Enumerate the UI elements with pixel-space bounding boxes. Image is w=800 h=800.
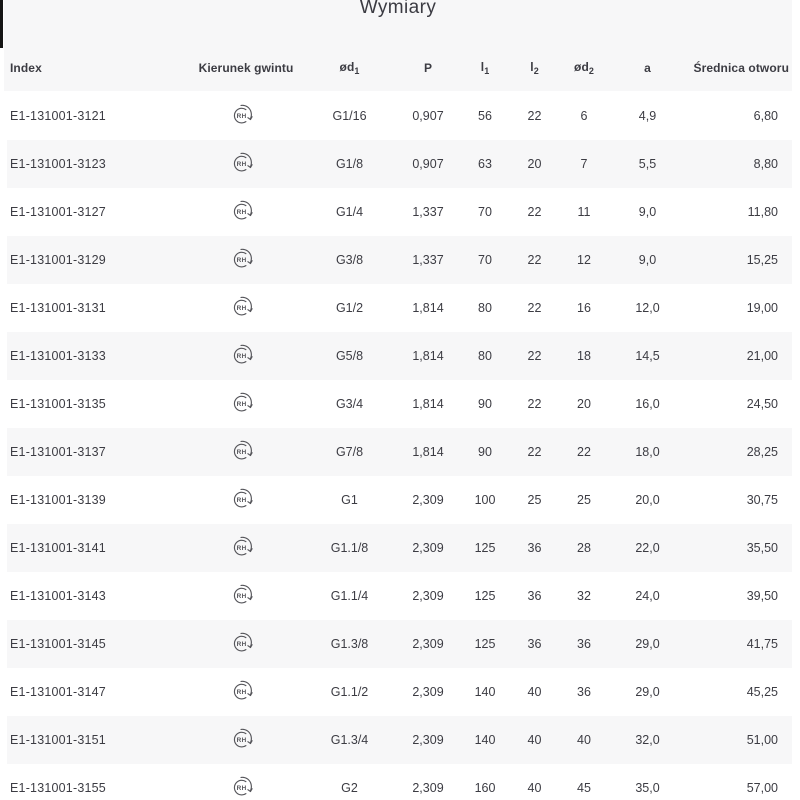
od1-cell: G5/8 [335,349,364,363]
rh-arrow-head [248,741,252,744]
rh-icon-label: RH [236,496,247,504]
rh-arrow-head [248,165,252,168]
l2-cell: 40 [527,733,542,747]
od2-cell: 32 [577,589,591,603]
od1-cell: G1.1/4 [330,589,369,603]
rh-icon-label: RH [236,640,247,648]
index-cell: E1-131001-3121 [10,109,106,123]
l2-cell: 36 [527,541,542,555]
table-row [7,236,792,284]
rh-clockwise-arrow-icon [231,150,261,178]
p-cell: 0,907 [412,157,444,171]
l2-cell: 25 [527,493,542,507]
rh-clockwise-arrow-icon [231,582,261,610]
thread-direction-cell [190,438,302,466]
index-cell: E1-131001-3123 [10,157,106,171]
od2-cell: 7 [580,157,588,171]
rh-clockwise-arrow-icon [231,390,261,418]
od1-cell: G1/16 [332,109,367,123]
table-row [7,764,792,800]
thread-direction-cell [190,678,302,706]
od1-cell: G1/2 [335,301,364,315]
a-cell: 24,0 [635,589,660,603]
l1-cell: 70 [478,253,492,267]
a-cell: 9,0 [638,253,657,267]
rh-icon-label: RH [236,448,247,456]
p-cell: 2,309 [412,589,444,603]
rh-clockwise-arrow-icon [231,774,261,800]
srednica-cell: 30,75 [746,493,778,507]
thread-direction-cell [190,198,302,226]
od2-cell: 20 [577,397,591,411]
l2-cell: 22 [527,109,542,123]
l1-cell: 125 [474,589,496,603]
l2-cell: 36 [527,589,542,603]
l1-cell: 80 [478,349,492,363]
rh-clockwise-arrow-icon [231,726,261,754]
index-cell: E1-131001-3139 [10,493,106,507]
index-cell: E1-131001-3131 [10,301,106,315]
l2-cell: 36 [527,637,542,651]
od2-cell: 36 [577,685,591,699]
od1-cell: G1.3/4 [330,733,369,747]
rh-clockwise-arrow-icon [231,438,261,466]
od2-cell: 6 [580,109,588,123]
p-cell: 1,814 [412,397,444,411]
l1-cell: 140 [474,685,496,699]
thread-direction-cell [190,246,302,274]
table-row [7,668,792,716]
thread-direction-cell [190,102,302,130]
a-cell: 16,0 [635,397,660,411]
rh-icon-label: RH [236,544,247,552]
table-row [7,428,792,476]
table-row [7,620,792,668]
od2-cell: 25 [577,493,591,507]
thread-direction-cell [190,150,302,178]
srednica-cell: 28,25 [746,445,778,459]
rh-arrow-head [248,453,252,456]
rh-clockwise-arrow-icon [231,342,261,370]
srednica-cell: 15,25 [746,253,778,267]
dimensions-table-body [7,92,792,800]
p-cell: 1,814 [412,301,444,315]
l1-cell: 63 [478,157,492,171]
rh-arrow-head [248,693,252,696]
rh-arrow-head [248,309,252,312]
rh-icon-label: RH [236,256,247,264]
thread-direction-cell [190,774,302,800]
table-row [7,332,792,380]
rh-arrow-head [248,645,252,648]
thread-direction-cell [190,630,302,658]
od2-cell: 22 [577,445,591,459]
column-header-a: a [644,61,651,75]
index-cell: E1-131001-3155 [10,781,106,795]
p-cell: 1,337 [412,205,444,219]
srednica-cell: 51,00 [746,733,778,747]
a-cell: 35,0 [635,781,660,795]
a-cell: 29,0 [635,685,660,699]
rh-icon-label: RH [236,736,247,744]
index-cell: E1-131001-3151 [10,733,106,747]
l2-cell: 22 [527,205,542,219]
column-header-l2: $l_2$ [530,60,539,76]
p-cell: 0,907 [412,109,444,123]
od2-cell: 18 [577,349,591,363]
table-row [7,188,792,236]
rh-icon-label: RH [236,208,247,216]
p-cell: 1,337 [412,253,444,267]
thread-direction-cell [190,582,302,610]
table-row [7,572,792,620]
l1-cell: 90 [478,397,492,411]
rh-arrow-head [248,405,252,408]
a-cell: 22,0 [635,541,660,555]
index-cell: E1-131001-3145 [10,637,106,651]
index-cell: E1-131001-3137 [10,445,106,459]
column-header-srednica: Średnica otworu [693,61,789,75]
srednica-cell: 6,80 [753,109,778,123]
l2-cell: 22 [527,397,542,411]
thread-direction-cell [190,294,302,322]
column-header-kierunek: Kierunek gwintu [198,61,294,75]
rh-clockwise-arrow-icon [231,534,261,562]
p-cell: 2,309 [412,733,444,747]
a-cell: 5,5 [638,157,657,171]
rh-clockwise-arrow-icon [231,630,261,658]
srednica-cell: 19,00 [746,301,778,315]
srednica-cell: 41,75 [746,637,778,651]
rh-clockwise-arrow-icon [231,678,261,706]
rh-arrow-head [248,789,252,792]
rh-icon-label: RH [236,688,247,696]
l1-cell: 125 [474,541,496,555]
table-header-band [4,0,792,91]
p-cell: 2,309 [412,637,444,651]
l1-cell: 100 [474,493,496,507]
rh-clockwise-arrow-icon [231,486,261,514]
column-header-l1: $l_1$ [480,60,490,76]
column-header-index: Index [10,61,42,75]
l1-cell: 56 [478,109,492,123]
a-cell: 4,9 [638,109,657,123]
table-row [7,476,792,524]
column-header-p: P [423,61,433,75]
l1-cell: 140 [474,733,496,747]
od1-cell: G1.1/8 [330,541,369,555]
rh-arrow-head [248,501,252,504]
a-cell: 12,0 [635,301,660,315]
l2-cell: 22 [527,445,542,459]
od2-cell: 12 [577,253,591,267]
table-row [7,284,792,332]
od1-cell: G1.3/8 [330,637,369,651]
thread-direction-cell [190,534,302,562]
page-title: Wymiary [359,0,437,18]
p-cell: 2,309 [412,685,444,699]
srednica-cell: 45,25 [746,685,778,699]
rh-arrow-head [248,357,252,360]
l1-cell: 90 [478,445,492,459]
thread-direction-cell [190,486,302,514]
p-cell: 1,814 [412,445,444,459]
p-cell: 2,309 [412,541,444,555]
srednica-cell: 39,50 [746,589,778,603]
od2-cell: 40 [577,733,591,747]
srednica-cell: 35,50 [746,541,778,555]
rh-icon-label: RH [236,112,247,120]
l2-cell: 20 [527,157,542,171]
rh-arrow-head [248,213,252,216]
column-header-od2: $ød_2$ [574,60,594,76]
index-cell: E1-131001-3135 [10,397,106,411]
rh-arrow-head [248,117,252,120]
l2-cell: 22 [527,349,542,363]
od1-cell: G3/4 [335,397,364,411]
column-header-od1: $ød_1$ [339,60,360,76]
index-cell: E1-131001-3127 [10,205,106,219]
srednica-cell: 8,80 [753,157,778,171]
od2-cell: 28 [577,541,591,555]
rh-arrow-head [248,549,252,552]
rh-icon-label: RH [236,400,247,408]
rh-clockwise-arrow-icon [231,102,261,130]
index-cell: E1-131001-3143 [10,589,106,603]
od1-cell: G1/4 [335,205,364,219]
rh-arrow-head [248,597,252,600]
edge-marker-bar [0,0,3,48]
l1-cell: 125 [474,637,496,651]
l2-cell: 22 [527,301,542,315]
p-cell: 1,814 [412,349,444,363]
rh-icon-label: RH [236,352,247,360]
od2-cell: 45 [577,781,591,795]
thread-direction-cell [190,390,302,418]
table-row [7,92,792,140]
p-cell: 2,309 [412,781,444,795]
a-cell: 20,0 [635,493,660,507]
index-cell: E1-131001-3147 [10,685,106,699]
rh-icon-label: RH [236,592,247,600]
srednica-cell: 24,50 [746,397,778,411]
l1-cell: 80 [478,301,492,315]
thread-direction-cell [190,726,302,754]
a-cell: 18,0 [635,445,660,459]
od1-cell: G7/8 [335,445,364,459]
rh-clockwise-arrow-icon [231,198,261,226]
od2-cell: 11 [577,205,591,219]
table-header-row [7,54,792,82]
p-cell: 2,309 [412,493,444,507]
index-cell: E1-131001-3133 [10,349,106,363]
rh-icon-label: RH [236,784,247,792]
index-cell: E1-131001-3141 [10,541,106,555]
srednica-cell: 21,00 [746,349,778,363]
rh-clockwise-arrow-icon [231,294,261,322]
table-row [7,716,792,764]
od1-cell: G3/8 [335,253,364,267]
table-row [7,380,792,428]
l2-cell: 40 [527,781,542,795]
od2-cell: 36 [577,637,591,651]
od1-cell: G2 [341,781,358,795]
rh-arrow-head [248,261,252,264]
table-row [7,524,792,572]
thread-direction-cell [190,342,302,370]
a-cell: 9,0 [638,205,657,219]
l1-cell: 160 [474,781,496,795]
l2-cell: 40 [527,685,542,699]
index-cell: E1-131001-3129 [10,253,106,267]
srednica-cell: 11,80 [747,205,778,219]
od1-cell: G1 [341,493,358,507]
l1-cell: 70 [478,205,492,219]
od1-cell: G1/8 [335,157,364,171]
rh-icon-label: RH [236,160,247,168]
od2-cell: 16 [577,301,591,315]
a-cell: 32,0 [635,733,660,747]
table-row [7,140,792,188]
od1-cell: G1.1/2 [330,685,369,699]
rh-clockwise-arrow-icon [231,246,261,274]
a-cell: 14,5 [635,349,660,363]
srednica-cell: 57,00 [746,781,778,795]
l2-cell: 22 [527,253,542,267]
a-cell: 29,0 [635,637,660,651]
rh-icon-label: RH [236,304,247,312]
